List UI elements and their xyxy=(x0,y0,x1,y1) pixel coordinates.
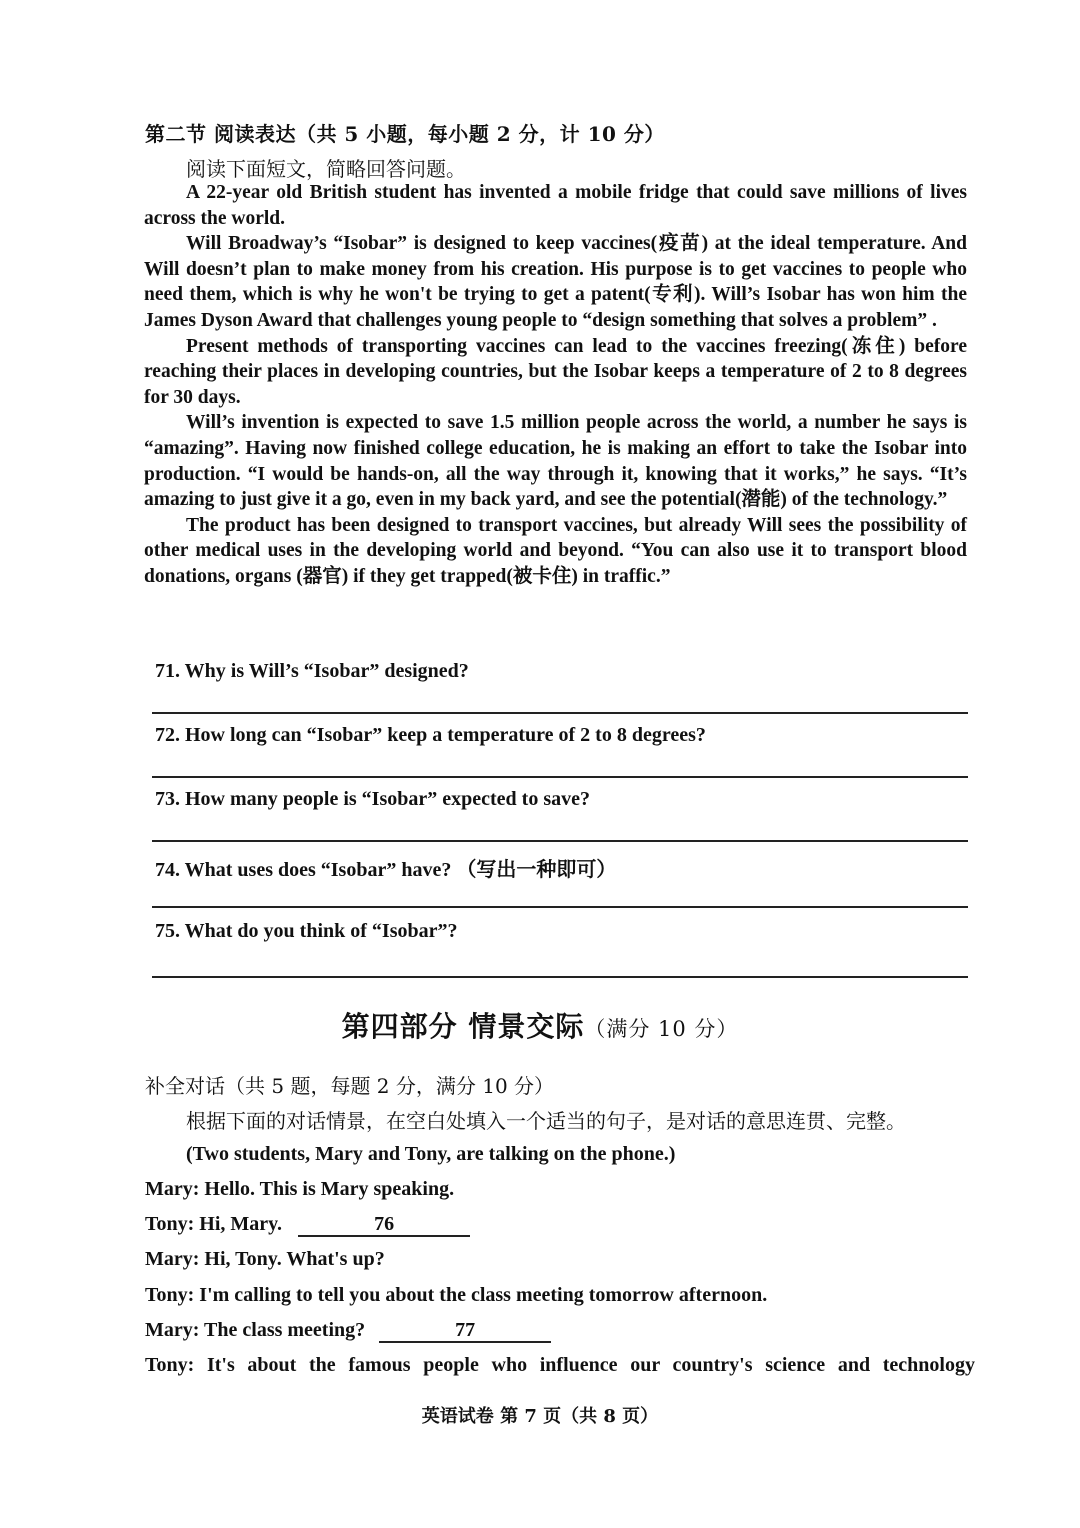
answer-line-71[interactable] xyxy=(152,712,968,714)
part-title xyxy=(0,1005,1080,1045)
answer-line-72[interactable] xyxy=(152,776,968,778)
dialogue-text: Tony: I'm calling to tell you about the class meeting tomorrow afternoon. xyxy=(145,1284,768,1306)
section-heading: 第二节 阅读表达（共 5 小题，每小题 2 分，计 10 分） xyxy=(145,122,665,146)
reading-instruction: 阅读下面短文，简略回答问题。 xyxy=(186,157,466,181)
part-score: （满分 10 分） xyxy=(584,1017,739,1041)
dialogue-text: Mary: Hi, Tony. What's up? xyxy=(145,1248,385,1270)
dialogue-heading: 补全对话（共 5 题，每题 2 分，满分 10 分） xyxy=(145,1074,555,1098)
passage-paragraph-1: A 22-year old British student has invented a mobile fridge that could save millions of lives across the world. xyxy=(144,182,967,229)
dialogue-line xyxy=(145,1248,385,1271)
dialogue-text: Tony: It's about the famous people who influence our country's science and technology xyxy=(145,1354,975,1376)
dialogue-line xyxy=(145,1319,551,1343)
dialogue-line xyxy=(145,1213,470,1237)
dialogue-text: Tony: Hi, Mary. xyxy=(145,1213,283,1235)
answer-line-75[interactable] xyxy=(152,976,968,978)
question-74: 74. What uses does “Isobar” have? （写出一种即可） xyxy=(155,859,617,881)
answer-blank-77[interactable]: 77 xyxy=(379,1319,551,1343)
dialogue-line xyxy=(145,1354,975,1377)
passage-paragraph-4: Will’s invention is expected to save 1.5 million people across the world, a number he says is “amazing”. Having now finished college education, he is making an effort to take the Isobar into production. “I would be hands-on, all the way through it, knowing that it works,” he says. “It’s amazing to just give it a go, even in my back yard, and see the potential(潜能) of the technology.” xyxy=(144,412,967,511)
answer-blank-76[interactable]: 76 xyxy=(298,1213,470,1237)
question-72: 72. How long can “Isobar” keep a temperature of 2 to 8 degrees? xyxy=(155,724,706,746)
dialogue-scene: (Two students, Mary and Tony, are talking on the phone.) xyxy=(186,1143,676,1165)
passage-paragraph-3: Present methods of transporting vaccines can lead to the vaccines freezing(冻住) before reaching their places in developing countries, but the Isobar keeps a temperature of 2 to 8 degrees for 30 days. xyxy=(144,335,967,408)
question-75: 75. What do you think of “Isobar”? xyxy=(155,920,458,942)
dialogue-line xyxy=(145,1178,454,1201)
reading-passage xyxy=(144,180,967,590)
page-footer: 英语试卷 第 7 页（共 8 页） xyxy=(421,1406,659,1427)
part-title-text: 第四部分 情景交际 xyxy=(341,1010,585,1043)
dialogue-line xyxy=(145,1284,767,1307)
passage-paragraph-5: The product has been designed to transport vaccines, but already Will sees the possibility of other medical uses in the developing world and beyond. “You can also use it to transport blood donations, organs (器官) if they get trapped(被卡住) in traffic.” xyxy=(144,514,967,587)
dialogue-instruction: 根据下面的对话情景，在空白处填入一个适当的句子，是对话的意思连贯、完整。 xyxy=(186,1109,906,1133)
passage-paragraph-2: Will Broadway’s “Isobar” is designed to keep vaccines(疫苗) at the ideal temperature. And Will doesn’t plan to make money from his creation. His purpose is to get vaccines to people who need them, which is why he won't be trying to get a patent(专利). Will’s Isobar has won him the James Dyson Award that challenges young people to “design something that solves a problem” . xyxy=(144,233,967,331)
question-73: 73. How many people is “Isobar” expected to save? xyxy=(155,788,590,810)
answer-line-73[interactable] xyxy=(152,840,968,842)
answer-line-74[interactable] xyxy=(152,906,968,908)
dialogue-text: Mary: The class meeting? xyxy=(145,1319,366,1341)
dialogue-text: Mary: Hello. This is Mary speaking. xyxy=(145,1178,455,1200)
question-71: 71. Why is Will’s “Isobar” designed? xyxy=(155,660,469,682)
